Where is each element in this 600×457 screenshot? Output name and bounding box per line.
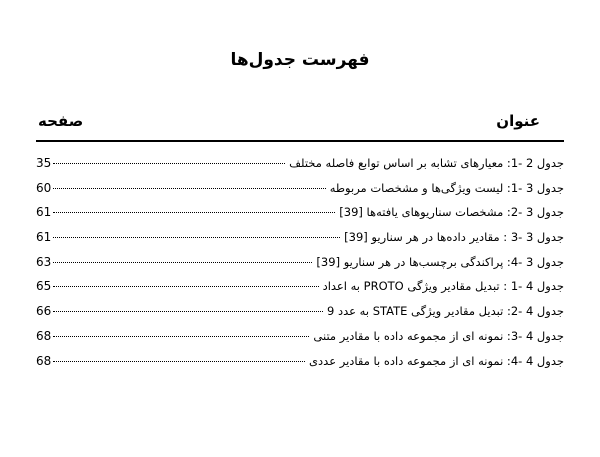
dot-leader bbox=[53, 336, 309, 337]
toc-entry-page: 60 bbox=[36, 180, 52, 195]
dot-leader bbox=[53, 163, 285, 164]
dot-leader bbox=[53, 262, 312, 263]
toc-entry[interactable] bbox=[36, 329, 564, 354]
toc-entry[interactable] bbox=[36, 255, 564, 280]
toc-entry[interactable] bbox=[36, 279, 564, 304]
toc-entry-label: جدول 3 -1: لیست ویژگی‌ها و مشخصات مربوطه bbox=[329, 180, 564, 195]
toc-entry-label: جدول 3 -4: پراکندگی برچسب‌ها در هر سناریو [39] bbox=[316, 254, 564, 269]
toc-entry[interactable] bbox=[36, 181, 564, 206]
toc-entry[interactable] bbox=[36, 304, 564, 329]
dot-leader bbox=[53, 286, 318, 287]
toc-entry[interactable] bbox=[36, 230, 564, 255]
toc-entry-label: جدول 4 -3: نمونه ای از مجموعه داده با مقادیر متنی bbox=[313, 328, 564, 343]
column-header-title: عنوان bbox=[496, 112, 540, 130]
toc-entry-page: 35 bbox=[36, 156, 52, 170]
toc-entry-label: جدول 3 -3 : مقادیر داده‌ها در هر سناریو [39] bbox=[344, 230, 564, 245]
page-title: فهرست جدول‌ها bbox=[230, 50, 370, 70]
toc-entry-page: 68 bbox=[36, 353, 52, 368]
dot-leader bbox=[53, 361, 305, 362]
toc-entry-page: 66 bbox=[36, 304, 52, 319]
header-rule bbox=[36, 140, 564, 142]
toc-entry-page: 61 bbox=[36, 230, 52, 245]
toc-entry-page: 61 bbox=[36, 205, 52, 220]
toc-entry-page: 63 bbox=[36, 254, 52, 269]
toc-entry-page: 65 bbox=[36, 279, 52, 294]
toc-entry[interactable] bbox=[36, 205, 564, 230]
toc-entry[interactable] bbox=[36, 156, 564, 181]
toc-entry-page: 68 bbox=[36, 328, 52, 343]
toc-entry-label: جدول 2 -1: معیارهای تشابه بر اساس توابع فاصله مختلف bbox=[289, 156, 564, 170]
dot-leader bbox=[53, 311, 323, 312]
table-of-contents-list bbox=[36, 156, 564, 378]
toc-entry[interactable] bbox=[36, 354, 564, 379]
dot-leader bbox=[53, 237, 340, 238]
toc-entry-label: جدول 4 -2: تبدیل مقادیر ویژگی STATE به عدد 9 bbox=[327, 304, 564, 319]
column-header-page: صفحه bbox=[38, 112, 84, 130]
toc-entry-label: جدول 3 -2: مشخصات سناریوهای یافته‌ها [39] bbox=[339, 205, 564, 220]
toc-entry-label: جدول 4 -4: نمونه ای از مجموعه داده با مقادیر عددی bbox=[309, 353, 564, 368]
dot-leader bbox=[53, 212, 335, 213]
dot-leader bbox=[53, 188, 325, 189]
toc-entry-label: جدول 4 -1 : تبدیل مقادیر ویژگی PROTO به اعداد bbox=[322, 279, 564, 294]
